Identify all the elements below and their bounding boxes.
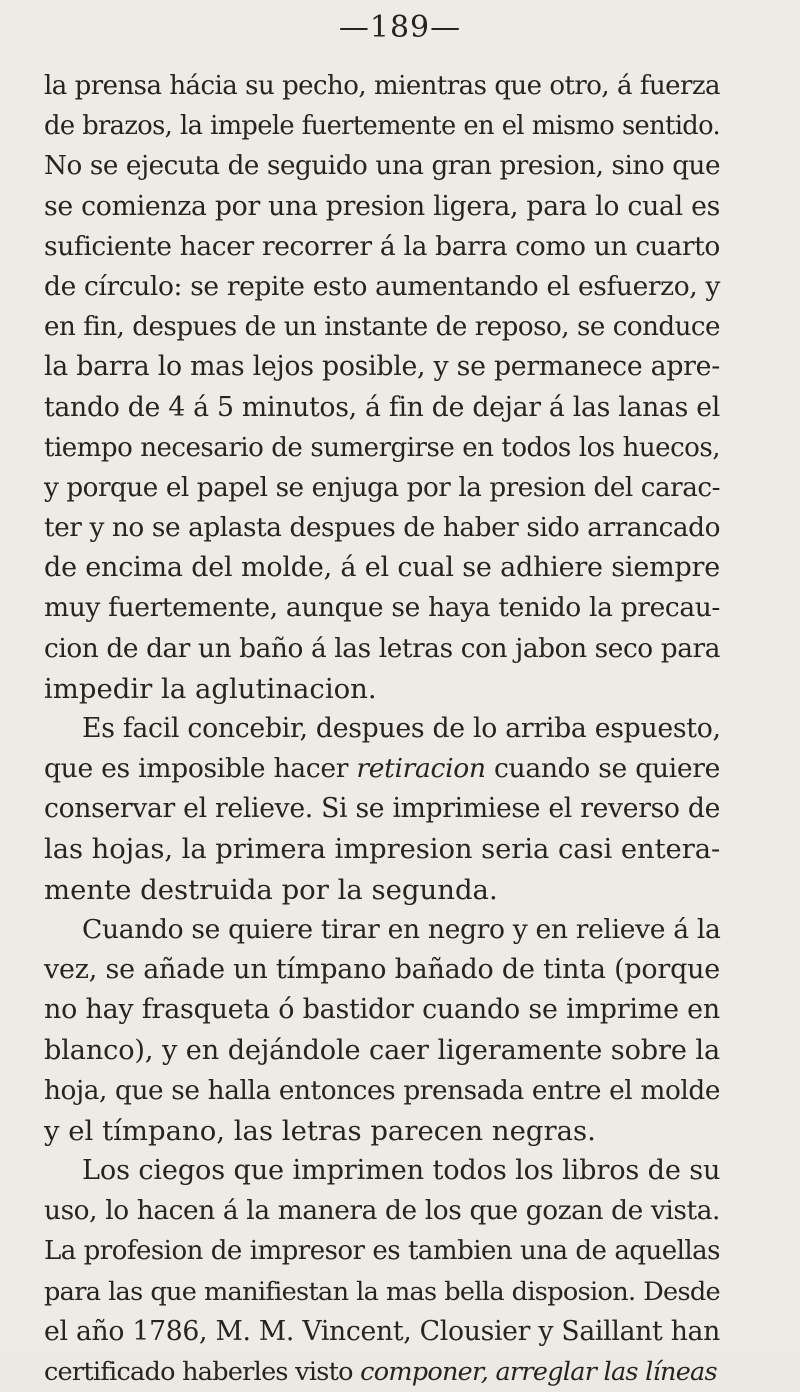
text-line: no hay frasqueta ó bastidor cuando se imprime en <box>44 994 720 1026</box>
italic-term: retiracion <box>356 753 486 785</box>
text-line <box>44 1352 720 1392</box>
text-line: uso, lo hacen á la manera de los que gozan de vista. <box>44 1196 720 1227</box>
text-line: conservar el relieve. Si se imprimiese el reverso de <box>44 793 720 825</box>
paragraph <box>44 709 720 910</box>
text-line: impedir la aglutinacion. <box>44 672 377 705</box>
page-number: —189— <box>338 10 462 45</box>
text-line: blanco), y en dejándole caer ligeramente sobre la <box>44 1034 720 1066</box>
text-line: muy fuertemente, aunque se haya tenido la precau- <box>44 592 720 624</box>
text-line: ter y no se aplasta despues de haber sido arrancado <box>44 513 720 544</box>
italic-term: componer, arreglar las líneas <box>360 1357 717 1387</box>
text-line: el año 1786, M. M. Vincent, Clousier y Saillant han <box>44 1315 720 1347</box>
text-line: la prensa hácia su pecho, mientras que otro, á fuerza <box>44 71 720 101</box>
paragraph <box>44 1151 720 1392</box>
text-line <box>44 749 720 789</box>
text-line: se comienza por una presion ligera, para lo cual es <box>44 190 720 222</box>
paragraph <box>44 66 720 709</box>
text-line: tando de 4 á 5 minutos, á fin de dejar á las lanas el <box>44 391 720 423</box>
text-run: que es imposible hacer <box>44 753 357 785</box>
text-line: de brazos, la impele fuertemente en el mismo sentido. <box>44 111 720 142</box>
text-line: y el tímpano, las letras parecen negras. <box>44 1114 596 1147</box>
text-line: Los ciegos que imprimen todos los libros de su <box>82 1155 721 1187</box>
text-run: cuando se quiere <box>485 753 720 785</box>
text-line: y porque el papel se enjuga por la presion del carac- <box>44 472 720 503</box>
text-line: No se ejecuta de seguido una gran presion, sino que <box>44 151 720 182</box>
text-line: para las que manifiestan la mas bella disposion. Desde <box>44 1276 720 1307</box>
text-line: La profesion de impresor es tambien una de aquellas <box>44 1236 720 1267</box>
text-line: de encima del molde, á el cual se adhiere siempre <box>44 552 720 584</box>
text-line: en fin, despues de un instante de reposo, se conduce <box>44 312 720 343</box>
body-text <box>44 66 720 1392</box>
text-line: de círculo: se repite esto aumentando el esfuerzo, y <box>44 270 720 302</box>
text-line: hoja, que se halla entonces prensada entre el molde <box>44 1075 720 1106</box>
text-line: cion de dar un baño á las letras con jabon seco para <box>44 633 720 664</box>
text-line: tiempo necesario de sumergirse en todos los huecos, <box>44 432 720 463</box>
text-line: la barra lo mas lejos posible, y se permanece apre- <box>44 351 720 383</box>
text-line: Es facil concebir, despues de lo arriba espuesto, <box>82 713 721 744</box>
text-line: las hojas, la primera impresion seria casi entera- <box>44 833 721 865</box>
text-line: suficiente hacer recorrer á la barra como un cuarto <box>44 230 720 262</box>
text-run: certificado haberles visto <box>44 1357 361 1387</box>
text-line: Cuando se quiere tirar en negro y en relieve á la <box>82 913 721 945</box>
text-line: mente destruida por la segunda. <box>44 873 498 906</box>
paragraph <box>44 910 720 1151</box>
text-line: vez, se añade un tímpano bañado de tinta (porque <box>44 954 720 986</box>
